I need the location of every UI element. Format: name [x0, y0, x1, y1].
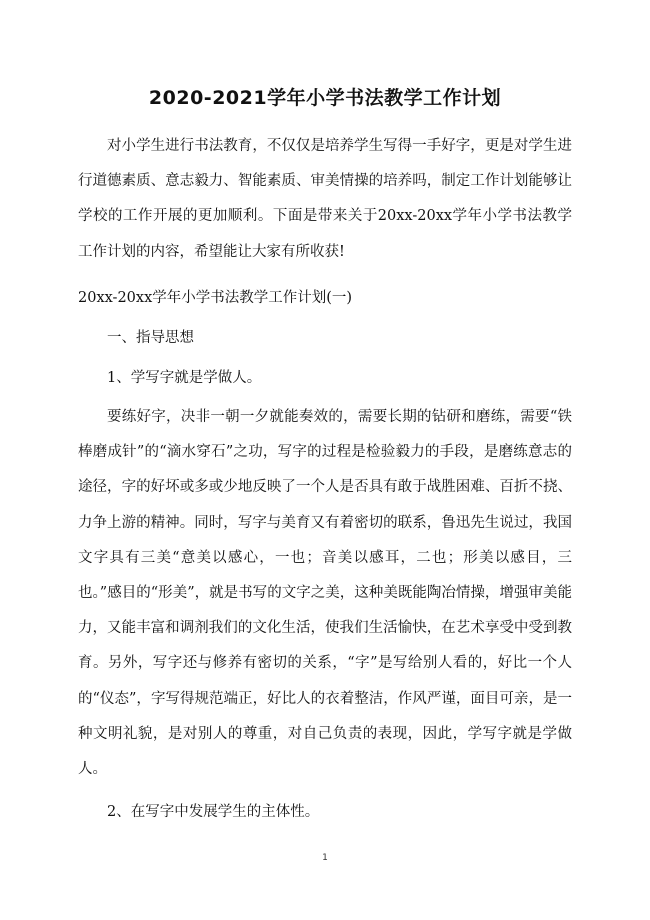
intro-paragraph: 对小学生进行书法教育，不仅仅是培养学生写得一手好字，更是对学生进行道德素质、意志毅力、智能素质、审美情操的培养吗，制定工作计划能够让学校的工作开展的更加顺利。下面是带来关于20xx-20xx学年小学书法教学工作计划的内容，希望能让大家有所收获! — [78, 138, 572, 260]
section-title: 20xx-20xx学年小学书法教学工作计划(一) — [78, 290, 353, 306]
item-2-heading: 2、在写字中发展学生的主体性。 — [107, 804, 320, 820]
heading-guiding-thought: 一、指导思想 — [107, 330, 194, 346]
document-title: 2020-2021学年小学书法教学工作计划 — [148, 87, 502, 109]
page-number: 1 — [322, 853, 328, 863]
body-paragraph-1: 要练好字，决非一朝一夕就能奏效的，需要长期的钻研和磨练，需要“铁棒磨成针”的“滴水穿石”之功，写字的过程是检验毅力的手段，是磨练意志的途径，字的好坏或多或少地反映了一个人是否具有敢于战胜困难、百折不挠、力争上游的精神。同时，写字与美育又有着密切的联系，鲁迅先生说过，我国文字具有三美“意美以感心，一也；音美以感耳，二也；形美以感目，三也。”感目的“形美”，就是书写的文字之美，这种美既能陶冶情操，增强审美能力，又能丰富和调剂我们的文化生活，使我们生活愉快，在艺术享受中受到教育。另外，写字还与修养有密切的关系，“字”是写给别人看的，好比一个人的“仪态”，字写得规范端正，好比人的衣着整洁，作风严谨，面目可亲，是一种文明礼貌，是对别人的尊重，对自己负责的表现，因此，学写字就是学做人。 — [78, 409, 572, 778]
item-1-heading: 1、学写字就是学做人。 — [107, 370, 262, 386]
